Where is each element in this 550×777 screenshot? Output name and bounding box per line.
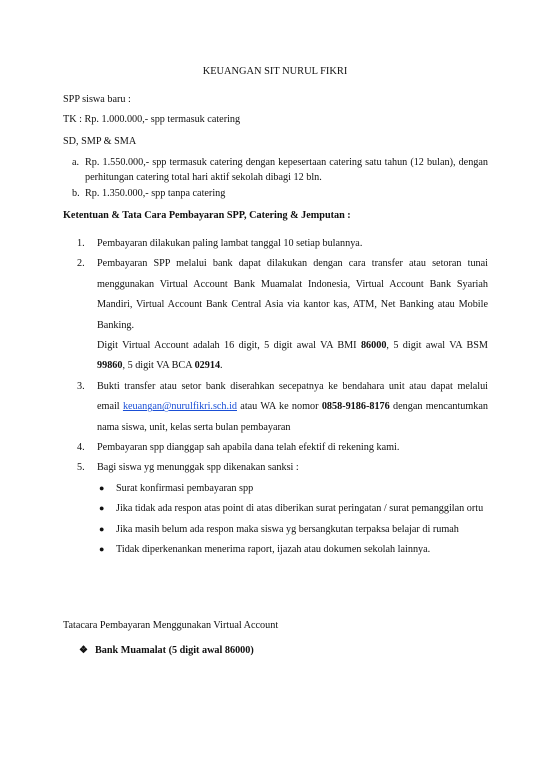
bullet-item	[97, 479, 488, 499]
bank-muamalat-heading	[79, 643, 254, 658]
sanksi-list	[97, 479, 488, 561]
tatacara-heading: Tatacara Pembayaran Menggunakan Virtual Account	[63, 620, 279, 631]
alpha-item-a	[63, 156, 488, 186]
wa-number: 0858-9186-8176	[321, 401, 390, 413]
email-link[interactable]: keuangan@nurulfikri.sch.id	[122, 401, 237, 413]
numbered-list	[63, 234, 488, 561]
ketentuan-heading: Ketentuan & Tata Cara Pembayaran SPP, Catering & Jemputan :	[63, 210, 351, 221]
list-marker: b.	[72, 187, 80, 199]
bullet-item	[97, 540, 488, 560]
va-text: Digit Virtual Account adalah 16 digit, 5 digit awal VA BMI	[97, 340, 361, 352]
list-text: atau WA ke nomor	[237, 401, 322, 413]
va-text: , 5 digit VA BCA	[122, 360, 195, 372]
bullet-text: Tidak diperkenankan menerima raport, ijazah atau dokumen sekolah lainnya.	[116, 544, 431, 556]
list-item-2	[63, 254, 488, 376]
list-text: Pembayaran dilakukan paling lambat tanggal 10 setiap bulannya.	[97, 238, 363, 249]
list-text: dengan mencantumkan nama siswa, unit, kelas serta bulan pembayaran	[97, 401, 488, 433]
list-item-3	[63, 377, 488, 438]
bullet-icon: ●	[99, 544, 105, 555]
diamond-bullet-icon: ❖	[79, 645, 89, 656]
spp-label: SPP siswa baru :	[63, 94, 131, 105]
bank-muamalat-text: Bank Muamalat (5 digit awal 86000)	[95, 645, 254, 656]
list-marker: a.	[72, 157, 80, 168]
bullet-item	[97, 520, 488, 540]
document-title: KEUANGAN SIT NURUL FIKRI	[202, 66, 348, 77]
bullet-text: Surat konfirmasi pembayaran spp	[116, 482, 254, 494]
va-bca: 02914	[194, 360, 221, 372]
sd-line: SD, SMP & SMA	[63, 136, 137, 147]
list-marker: 4.	[77, 442, 85, 454]
bullet-icon: ●	[99, 503, 105, 514]
va-bsm: 99860	[97, 360, 123, 372]
va-info	[97, 336, 488, 377]
alpha-list	[63, 156, 488, 202]
list-text: Rp. 1.350.000,- spp tanpa catering	[85, 187, 226, 199]
va-bmi: 86000	[360, 340, 387, 352]
list-marker: 2.	[77, 258, 85, 270]
list-item-5	[63, 458, 488, 560]
va-text: , 5 digit awal VA BSM	[386, 340, 488, 352]
list-item-1	[63, 234, 488, 254]
list-text: Rp. 1.550.000,- spp termasuk catering dengan kepesertaan catering satu tahun (12 bulan), dengan perhitungan catering total hari aktif sekolah dibagi 12 bln.	[85, 157, 488, 183]
bullet-text: Jika masih belum ada respon maka siswa yg bersangkutan terpaksa belajar di rumah	[116, 523, 459, 535]
alpha-item-b	[63, 187, 488, 202]
list-text: Bukti transfer atau setor bank diserahkan secepatnya ke bendahara unit atau dapat melalui email	[97, 380, 488, 413]
list-marker: 5.	[77, 462, 85, 474]
bullet-icon: ●	[99, 523, 105, 534]
list-marker: 3.	[77, 380, 85, 392]
list-item-4	[63, 438, 488, 458]
list-text: Bagi siswa yg menunggak spp dikenakan sanksi :	[97, 462, 299, 474]
bullet-icon: ●	[99, 482, 105, 493]
bullet-item	[97, 499, 488, 519]
list-text: Pembayaran spp dianggap sah apabila dana telah efektif di rekening kami.	[97, 442, 400, 454]
list-text: Pembayaran SPP melalui bank dapat dilakukan dengan cara transfer atau setoran tunai menggunakan Virtual Account Bank Muamalat Indonesia, Virtual Account Bank Syariah Mandiri, Virtual Account Bank Central Asia via kantor kas, ATM, Net Banking atau Mobile Banking.	[97, 258, 488, 331]
va-text: .	[220, 360, 223, 372]
bullet-text: Jika tidak ada respon atas point di atas diberikan surat peringatan / surat pemanggilan ortu	[116, 503, 484, 515]
tk-line: TK : Rp. 1.000.000,- spp termasuk catering	[63, 114, 241, 125]
list-marker: 1.	[77, 238, 85, 249]
